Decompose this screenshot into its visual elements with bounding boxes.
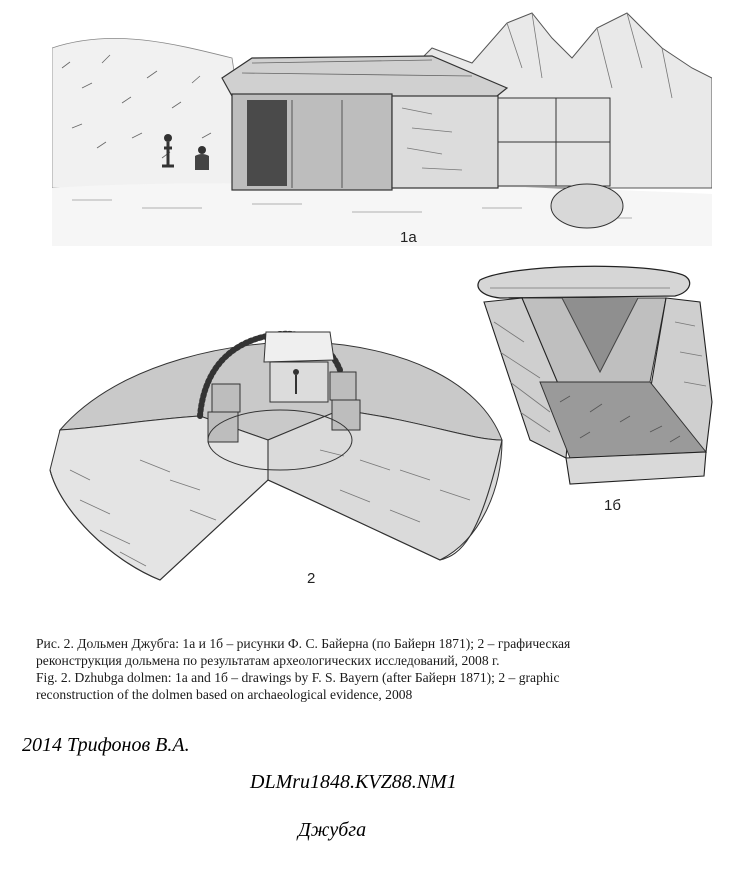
catalog-code: DLMru1848.KVZ88.NM1 bbox=[250, 771, 457, 793]
dolmen-landscape-drawing bbox=[52, 8, 712, 246]
caption-line-en-1: Fig. 2. Dzhubga dolmen: 1a and 1б – drawings by F. S. Bayern (after Байерн 1871); 2 – graphic bbox=[36, 670, 560, 685]
caption-line-en-2: reconstruction of the dolmen based on archaeological evidence, 2008 bbox=[36, 687, 413, 702]
caption-line-ru-1: Рис. 2. Дольмен Джубга: 1а и 1б – рисунки Ф. С. Байерна (по Байерн 1871); 2 – графическая bbox=[36, 636, 571, 651]
place-name: Джубга bbox=[298, 819, 367, 841]
figure-label-2: 2 bbox=[307, 570, 316, 587]
author-annotation: 2014 Трифонов В.А. bbox=[22, 734, 190, 756]
figure-label-1b: 1б bbox=[604, 497, 621, 514]
figure-caption bbox=[36, 635, 716, 703]
caption-line-ru-2: реконструкция дольмена по результатам археологических исследований, 2008 г. bbox=[36, 653, 500, 668]
dolmen-reconstruction-drawing bbox=[40, 320, 510, 610]
figure-label-1a: 1а bbox=[400, 229, 417, 246]
